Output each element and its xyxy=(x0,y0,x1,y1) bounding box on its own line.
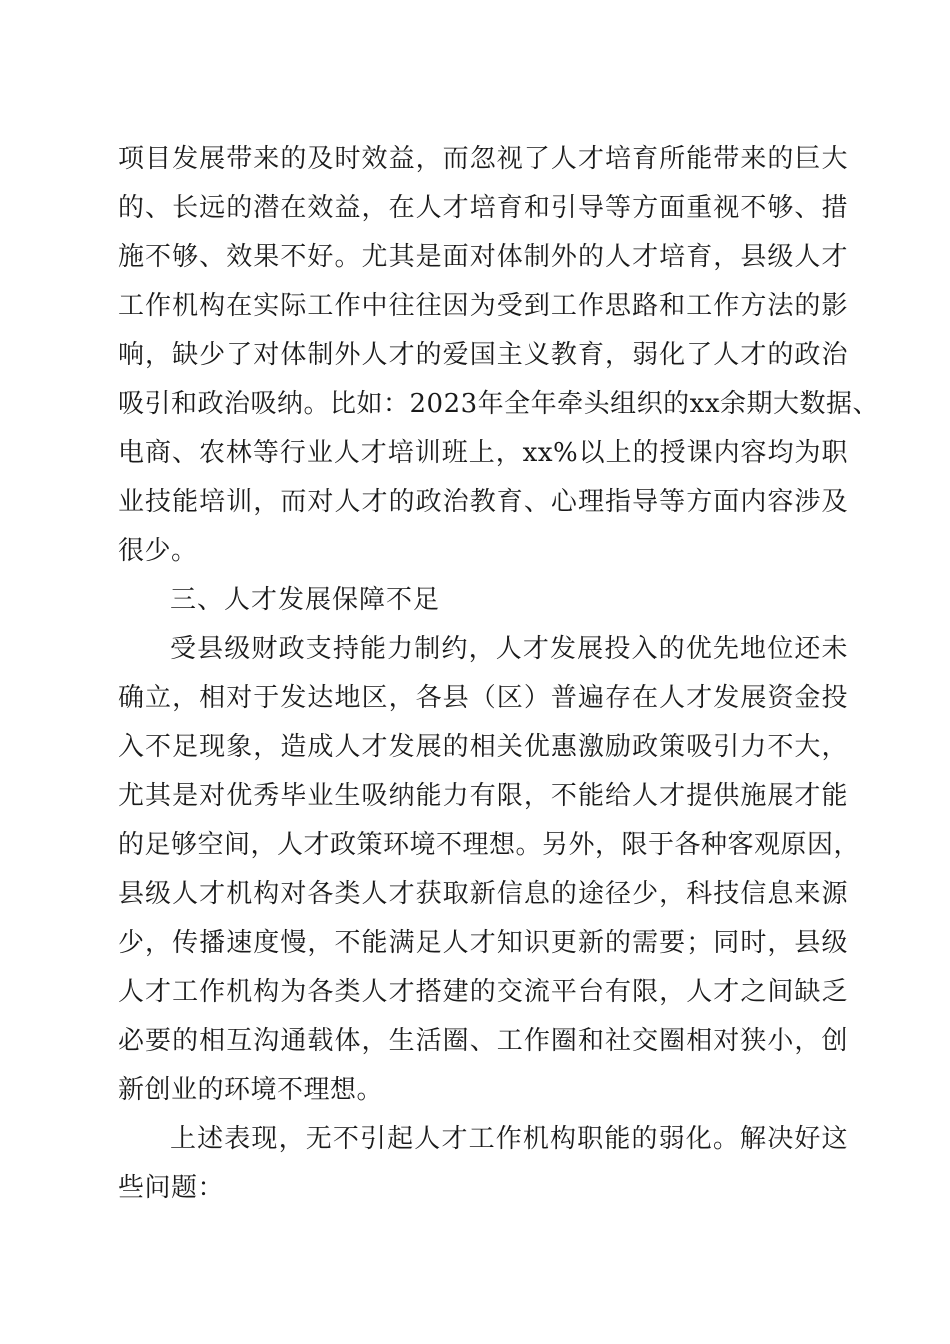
paragraph-2-line-7: 少，传播速度慢，不能满足人才知识更新的需要；同时，县级 xyxy=(118,928,848,958)
paragraph-2-line-6: 县级人才机构对各类人才获取新信息的途径少，科技信息来源 xyxy=(118,879,848,909)
paragraph-1-line-4: 工作机构在实际工作中往往因为受到工作思路和工作方法的影 xyxy=(118,291,848,321)
paragraph-2-line-2: 确立，相对于发达地区，各县（区）普遍存在人才发展资金投 xyxy=(118,683,848,713)
paragraph-1-line-6: 吸引和政治吸纳。比如：2023年全年牵头组织的xx余期大数据、 xyxy=(118,389,879,419)
paragraph-2-line-10: 新创业的环境不理想。 xyxy=(118,1075,384,1105)
paragraph-1-line-2: 的、长远的潜在效益，在人才培育和引导等方面重视不够、措 xyxy=(118,193,848,223)
paragraph-1-line-5: 响，缺少了对体制外人才的爱国主义教育，弱化了人才的政治 xyxy=(118,340,848,370)
paragraph-1-line-8: 业技能培训，而对人才的政治教育、心理指导等方面内容涉及 xyxy=(118,487,848,517)
paragraph-1-line-7: 电商、农林等行业人才培训班上，xx%以上的授课内容均为职 xyxy=(118,438,848,468)
paragraph-1-line-3: 施不够、效果不好。尤其是面对体制外的人才培育，县级人才 xyxy=(118,242,848,272)
paragraph-2-line-5: 的足够空间，人才政策环境不理想。另外，限于各种客观原因， xyxy=(118,830,861,860)
paragraph-3-line-1: 上述表现，无不引起人才工作机构职能的弱化。解决好这 xyxy=(170,1124,848,1154)
paragraph-2-line-9: 必要的相互沟通载体，生活圈、工作圈和社交圈相对狭小，创 xyxy=(118,1026,848,1056)
paragraph-2-line-4: 尤其是对优秀毕业生吸纳能力有限，不能给人才提供施展才能 xyxy=(118,781,848,811)
paragraph-2-line-1: 受县级财政支持能力制约，人才发展投入的优先地位还未 xyxy=(170,634,848,664)
paragraph-2-line-3: 入不足现象，造成人才发展的相关优惠激励政策吸引力不大， xyxy=(118,732,848,762)
paragraph-1-line-1: 项目发展带来的及时效益，而忽视了人才培育所能带来的巨大 xyxy=(118,144,848,174)
paragraph-3-line-2: 些问题： xyxy=(118,1173,225,1203)
paragraph-2-line-8: 人才工作机构为各类人才搭建的交流平台有限，人才之间缺乏 xyxy=(118,977,848,1007)
paragraph-1-line-9: 很少。 xyxy=(118,536,198,566)
section-heading: 三、人才发展保障不足 xyxy=(170,585,441,615)
